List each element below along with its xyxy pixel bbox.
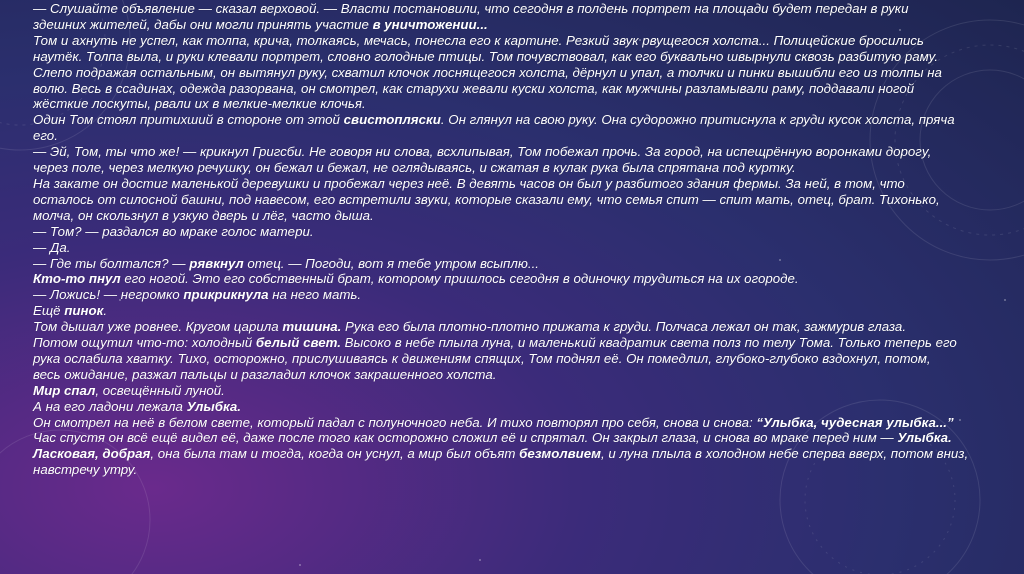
- text-segment: , она была там и тогда, когда он уснул, а мир был объят: [150, 446, 520, 462]
- text-line: [33, 128, 993, 144]
- text-segment: На закате он достиг маленькой деревушки и пробежал через неё. В девять часов он был у разбитого здания фермы. За ней, в том, что: [33, 175, 905, 191]
- text-segment: , и луна плыла в холодном небе сперва вверх, потом вниз,: [600, 446, 969, 462]
- text-segment: его.: [33, 128, 58, 144]
- text-segment: Том дышал уже ровнее. Кругом царила: [33, 319, 283, 335]
- bold-segment: Улыбка.: [897, 430, 952, 446]
- text-segment: наутёк. Толпа выла, и руки клевали портрет, словно голодные птицы. Том почувствовал, как его буквально швырнули сквозь разбитую раму.: [33, 48, 939, 64]
- text-segment: Он смотрел на неё в белом свете, который падал с полуночного неба. И тихо повторял про себя, снова и снова:: [33, 414, 757, 430]
- text-segment: весь ожидание, разжал пальцы и разгладил клочок закрашенного холста.: [33, 366, 497, 382]
- text-line: [33, 33, 993, 49]
- text-line: [33, 399, 993, 415]
- text-segment: на него мать.: [268, 287, 362, 303]
- text-segment: — Слушайте объявление — сказал верховой. — Власти постановили, что сегодня в полдень портрет на площади будет передан в руки: [33, 1, 909, 16]
- text-segment: волю. Весь в ссадинах, одежда разорвана, он смотрел, как старухи жевали куски холста, как мужчины разламывали раму, поддавали ногой: [33, 80, 915, 96]
- bold-segment: Ласковая, добрая: [33, 446, 151, 462]
- text-line: [33, 367, 993, 383]
- text-segment: Том и ахнуть не успел, как толпа, крича, толкаясь, мечась, понесла его к картине. Резкий звук рвущегося холста... Полицейские бросились: [33, 32, 924, 48]
- text-segment: — Ложись! — негромко: [33, 287, 184, 303]
- text-line: [33, 81, 993, 97]
- text-segment: отец. — Погоди, вот я тебе утром всыплю...: [243, 255, 539, 271]
- text-line: [33, 383, 993, 399]
- text-line: [33, 49, 993, 65]
- text-segment: — Да.: [33, 239, 71, 255]
- bold-segment: в уничтожении...: [372, 16, 488, 32]
- text-segment: рука ослабила хватку. Тихо, осторожно, прислушиваясь к движениям спящих, Том поднял её. Он помедлил, глубоко-глубоко вздохнул, потом,: [33, 350, 931, 366]
- text-segment: А на его ладони лежала: [33, 398, 187, 414]
- text-line: [33, 415, 993, 431]
- text-line: [33, 144, 993, 160]
- text-line: [33, 287, 993, 303]
- text-line: [33, 112, 993, 128]
- text-segment: , освещённый луной.: [95, 382, 225, 398]
- text-segment: — Том? — раздался во мраке голос матери.: [33, 223, 314, 239]
- text-segment: осталось от силосной башни, под навесом, его встретили звуки, которые сказали ему, что семья спит — спит мать, отец, брат. Тихонько,: [33, 191, 940, 207]
- text-line: [33, 271, 993, 287]
- text-line: [33, 462, 993, 478]
- text-line: [33, 160, 993, 176]
- text-segment: — Где ты болтался? —: [33, 255, 190, 271]
- text-line: [33, 224, 993, 240]
- text-segment: .: [103, 303, 108, 319]
- text-line: [33, 65, 993, 81]
- story-text: [33, 1, 993, 478]
- text-segment: его ногой. Это его собственный брат, которому пришлось сегодня в одиночку трудиться на их огороде.: [120, 271, 799, 287]
- text-segment: Один Том стоял притихший в стороне от этой: [33, 112, 344, 128]
- text-segment: Потом ощутил что-то: холодный: [33, 335, 256, 351]
- text-line: [33, 351, 993, 367]
- text-segment: Высоко в небе плыла луна, и маленький квадратик света полз по телу Тома. Только теперь его: [340, 335, 957, 351]
- bold-segment: белый свет.: [255, 335, 341, 351]
- text-line: [33, 335, 993, 351]
- text-line: [33, 430, 993, 446]
- text-segment: — Эй, Том, ты что же! — крикнул Григсби. Не говоря ни слова, всхлипывая, Том побежал прочь. За город, на испещрённую воронками дорогу,: [33, 144, 932, 160]
- text-segment: Ещё: [33, 303, 65, 319]
- text-line: [33, 240, 993, 256]
- text-line: [33, 192, 993, 208]
- text-segment: Рука его была плотно-плотно прижата к груди. Полчаса лежал он так, зажмурив глаза.: [341, 319, 907, 335]
- bold-segment: Улыбка.: [186, 398, 241, 414]
- text-line: [33, 1, 993, 17]
- text-segment: Слепо подражая остальным, он вытянул руку, схватил клочок лоснящегося холста, дёрнул и упал, а толчки и пинки вышибли его из толпы на: [33, 64, 942, 80]
- bold-segment: рявкнул: [189, 255, 244, 271]
- text-segment: . Он глянул на свою руку. Она судорожно притиснула к груди кусок холста, пряча: [440, 112, 955, 128]
- bold-segment: тишина.: [282, 319, 342, 335]
- bold-segment: прикрикнула: [183, 287, 269, 303]
- text-segment: навстречу утру.: [33, 462, 138, 478]
- text-line: [33, 319, 993, 335]
- text-line: [33, 208, 993, 224]
- text-line: [33, 446, 993, 462]
- bold-segment: безмолвием: [519, 446, 601, 462]
- bold-segment: Мир спал: [33, 382, 96, 398]
- text-line: [33, 96, 993, 112]
- text-line: [33, 256, 993, 272]
- text-segment: здешних жителей, дабы они могли принять участие: [33, 16, 373, 32]
- text-segment: Час спустя он всё ещё видел её, даже после того как осторожно сложил её и спрятал. Он закрыл глаза, и снова во мраке перед ним —: [33, 430, 898, 446]
- text-line: [33, 17, 993, 33]
- bold-segment: пинок: [64, 303, 104, 319]
- bold-segment: свистопляски: [343, 112, 441, 128]
- text-line: [33, 303, 993, 319]
- bold-segment: “Улыбка, чудесная улыбка...”: [756, 414, 954, 430]
- text-segment: через поле, через мелкую речушку, он бежал и бежал, не оглядываясь, и сжатая в кулак рука была спрятана под куртку.: [33, 160, 796, 176]
- text-line: [33, 176, 993, 192]
- text-segment: молча, он скользнул в узкую дверь и лёг, часто дыша.: [33, 207, 374, 223]
- text-segment: жёсткие лоскуты, рвали их в мелкие-мелкие клочья.: [33, 96, 366, 112]
- bold-segment: Кто-то пнул: [33, 271, 121, 287]
